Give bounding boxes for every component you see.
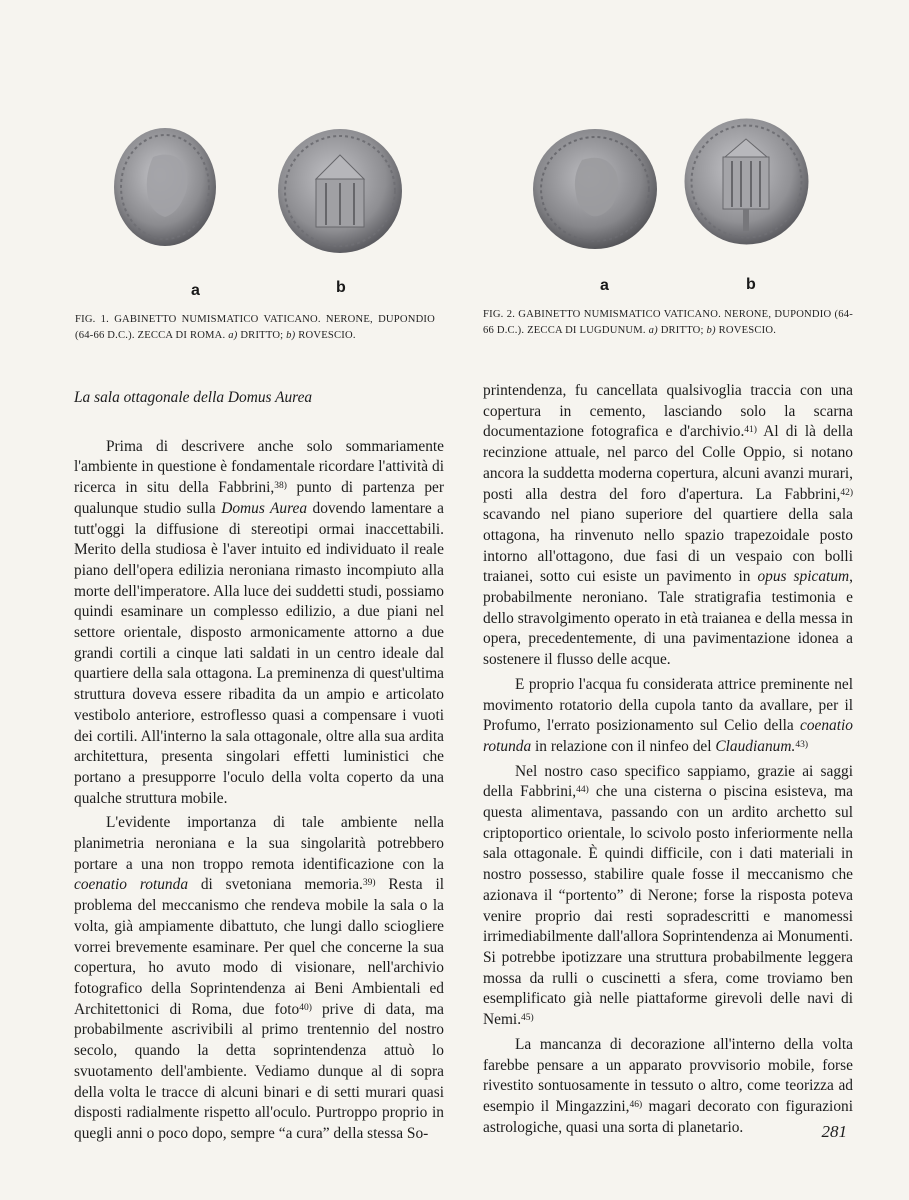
footnote-ref: 45) <box>521 1013 534 1024</box>
fig2-caption: FIG. 2. GABINETTO NUMISMATICO VATICANO. NERONE, DUPONDIO (64-66 D.C.). ZECCA DI LUGDUNUM. a) DRITTO; b) ROVESCIO. <box>483 309 853 336</box>
paragraph: L'evidente importanza di tale ambiente nella planimetria neroniana e la sua singolarità potrebbero portare a una non troppo remota identificazione con la coenatio rotunda di svetoniana memoria.$^{39)}$ Resta il problema del meccanismo che rendeva mobile la sala o la volta, già ampiamente dibattuto, che lungi dallo sciogliere vorrei brevemente esaminare. Per quel che concerne la sua copertura, ho avuto modo di visionare, nell'archivio fotografico della Soprintendenza ai Beni Ambientali ed Architettonici di Roma, due foto$^{40)}$ prive di data, ma probabilmente ascrivibili al primo trentennio del nostro secolo, quando la detta soprintendenza attuò lo svuotamento dell'ambiente. Vediamo dunque al di sopra della volta le tracce di alcuni binari e di setti murari quasi disposti radialmente rispetto all'oculo. Purtroppo proprio in quegli anni o poco dopo, sempre “a cura” della stessa So- <box>74 814 444 1142</box>
footnote-ref: 46) <box>629 1099 643 1110</box>
caption-a-marker: a) <box>228 330 238 341</box>
fig2-coin-obverse <box>532 128 658 250</box>
caption-b-marker: b) <box>286 330 296 341</box>
footnote-ref: 39) <box>362 878 376 889</box>
caption-b-marker: b) <box>706 325 716 336</box>
paragraph: Prima di descrivere anche solo sommariamente l'ambiente in questione è fondamentale ricordare l'attività di ricerca in situ della Fabbrini,$^{38)}$ punto di partenza per qualunque studio sulla Domus Aurea dovendo lamentare a tutt'oggi la diffusione di stereotipi ormai inaccettabili. Merito della studiosa è l'aver intuito ed individuato il reale piano dell'opera edilizia neroniana rimasto incompiuto alla morte dell'imperatore. Alla luce dei suddetti studi, possiamo quindi esaminare un complesso edilizio, a due piani nel settore orientale, disposto armonicamente attorno a due grandi cortili a cinque lati saldati in un centro ideale dal quartiere della sala ottagona. La preminenza di quest'ultima struttura doveva essere ribadita da un ampio e articolato vestibolo anteriore, estroflesso quasi a compensare i vuoti dei cortili. All'interno la sala ottagonale, oltre alla sua ardita architettura, presenta singolari effetti luministici che portano a presupporre l'oculo della volta coperto da una qualche struttura mobile. <box>74 437 444 807</box>
right-column <box>483 381 853 1138</box>
fig1-caption: FIG. 1. GABINETTO NUMISMATICO VATICANO. NERONE, DUPONDIO (64-66 D.C.). ZECCA DI ROMA. a) DRITTO; b) ROVESCIO. <box>75 314 435 341</box>
footnote-ref: 43) <box>795 739 808 750</box>
fig2-label-a: a <box>600 277 609 294</box>
fig2-coin-reverse <box>683 117 810 246</box>
fig1-coin-reverse <box>276 127 404 255</box>
fig1-label-a: a <box>191 282 200 299</box>
paragraph: La mancanza di decorazione all'interno della volta farebbe pensare a un apparato provvisorio mobile, forse rivestito sontuosamente in tessuto o altro, come teorizza ad esempio il Mingazzini,$^{46)}$ magari decorato con figurazioni astrologiche, quasi una sorta di planetario. <box>483 1035 853 1136</box>
fig2-label-b: b <box>746 276 756 293</box>
footnote-ref: 42) <box>840 487 853 498</box>
paragraph: printendenza, fu cancellata qualsivoglia traccia con una copertura in cemento, lasciando solo la scarna documentazione fotografica e d'archivio.$^{41)}$ Al di là della recinzione attuale, nel parco del Colle Oppio, si notano ancora la suddetta moderna copertura, alcuni avanzi murari, posti alla destra del foro d'apertura. La Fabbrini,$^{42)}$ scavando nel piano superiore del quartiere della sala ottagona, ha rinvenuto nello spazio trapezoidale posto intorno all'ottagono, due fasi di un vespaio con bolli traianei, sotto cui esiste un pavimento in opus spicatum, probabilmente neroniano. Tale stratigrafia testimonia e dello stravolgimento operato in età traianea e della messa in opera, precedentemente, di una pavimentazione idonea a sostenere il flusso delle acque. <box>483 382 853 669</box>
footnote-ref: 44) <box>576 785 589 796</box>
footnote-ref: 41) <box>744 425 757 436</box>
section-title: La sala ottagonale della Domus Aurea <box>74 389 313 406</box>
left-column <box>74 388 444 1145</box>
footnote-ref: 38) <box>274 481 287 492</box>
paragraph: E proprio l'acqua fu considerata attrice preminente nel movimento rotatorio della cupola tanto da avallare, per il Profumo, l'errato posizionamento sul Celio della coenatio rotunda in relazione con il ninfeo del Claudianum.$^{43)}$ <box>483 675 853 755</box>
fig1-label-b: b <box>336 279 346 296</box>
page-number: 281 <box>821 1122 847 1141</box>
fig1-coin-obverse <box>113 127 217 247</box>
footnote-ref: 40) <box>299 1002 312 1013</box>
paragraph: Nel nostro caso specifico sappiamo, grazie ai saggi della Fabbrini,$^{44)}$ che una cisterna o piscina esisteva, ma questa alimentava, passando con un ardito archetto sul criptoportico orientale, lo scivolo posto inferiormente nella sala ottagonale. È quindi difficile, con i dati materiali in nostro possesso, stabilire quale fosse il meccanismo che azionava il “portento” di Nerone; forse la risposta poteva venire proprio dai resti sopradescritti e manomessi irrimediabilmente dall'allora Soprintendenza ai Monumenti. Si potrebbe ipotizzare una struttura probabilmente leggera mossa da rulli o cuscinetti a sfera, come troviamo ben esemplificato già nelle piattaforme girevoli delle navi di Nemi.$^{45)}$ <box>483 762 853 1029</box>
caption-a-marker: a) <box>648 325 658 336</box>
